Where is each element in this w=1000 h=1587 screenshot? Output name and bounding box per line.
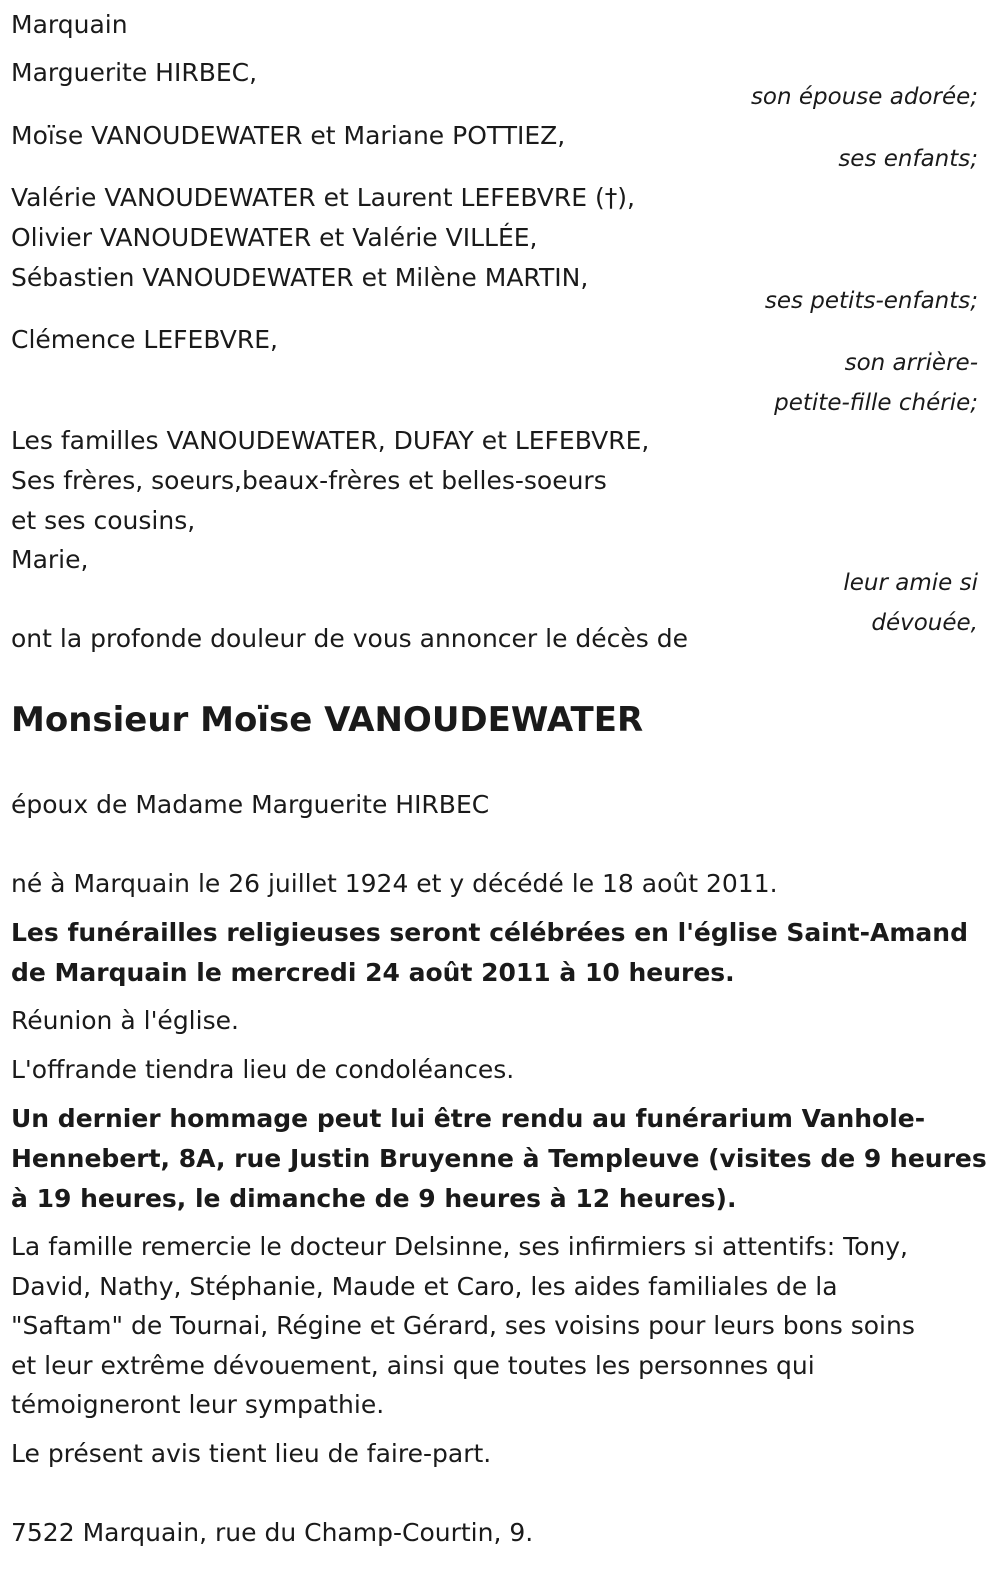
relation-label: petite-fille chérie; [774,390,978,416]
deceased-name: Monsieur Moïse VANOUDEWATER [11,700,644,740]
address-line: 7522 Marquain, rue du Champ-Courtin, 9. [11,1518,534,1547]
family-member: Moïse VANOUDEWATER et Mariane POTTIEZ, [11,121,566,150]
family-member: Ses frères, soeurs,beaux-frères et belles-soeurs [11,466,607,495]
family-member: Marguerite HIRBEC, [11,58,258,87]
family-member: et ses cousins, [11,506,196,535]
relation-label: ses petits-enfants; [764,288,978,314]
family-member: Clémence LEFEBVRE, [11,325,278,354]
relation-label: dévouée, [871,610,978,636]
offering-line: L'offrande tiendra lieu de condoléances. [11,1055,515,1084]
tribute-info: Hennebert, 8A, rue Justin Bruyenne à Templeuve (visites de 9 heures [11,1144,987,1173]
thanks-text: témoigneront leur sympathie. [11,1390,385,1419]
tribute-info: Un dernier hommage peut lui être rendu au funérarium Vanhole- [11,1104,926,1133]
thanks-text: et leur extrême dévouement, ainsi que toutes les personnes qui [11,1351,815,1380]
meeting-line: Réunion à l'église. [11,1006,239,1035]
relation-label: ses enfants; [838,146,978,172]
spouse-line: époux de Madame Marguerite HIRBEC [11,790,490,819]
relation-label: son épouse adorée; [750,84,978,110]
family-member: Valérie VANOUDEWATER et Laurent LEFEBVRE (†), [11,183,635,212]
funeral-info: Les funérailles religieuses seront célébrées en l'église Saint-Amand [11,918,968,947]
announcement-text: ont la profonde douleur de vous annoncer le décès de [11,624,689,653]
relation-label: son arrière- [844,350,978,376]
family-member: Marie, [11,545,89,574]
family-member: Olivier VANOUDEWATER et Valérie VILLÉE, [11,223,538,252]
thanks-text: David, Nathy, Stéphanie, Maude et Caro, les aides familiales de la [11,1272,838,1301]
funeral-info: de Marquain le mercredi 24 août 2011 à 10 heures. [11,958,735,987]
thanks-text: "Saftam" de Tournai, Régine et Gérard, ses voisins pour leurs bons soins [11,1311,915,1340]
relation-label: leur amie si [843,570,978,596]
place-heading: Marquain [11,10,128,39]
notice-line: Le présent avis tient lieu de faire-part. [11,1439,492,1468]
family-member: Sébastien VANOUDEWATER et Milène MARTIN, [11,263,589,292]
birth-death-line: né à Marquain le 26 juillet 1924 et y décédé le 18 août 2011. [11,869,778,898]
tribute-info: à 19 heures, le dimanche de 9 heures à 12 heures). [11,1184,737,1213]
thanks-text: La famille remercie le docteur Delsinne, ses infirmiers si attentifs: Tony, [11,1232,908,1261]
family-member: Les familles VANOUDEWATER, DUFAY et LEFEBVRE, [11,426,650,455]
